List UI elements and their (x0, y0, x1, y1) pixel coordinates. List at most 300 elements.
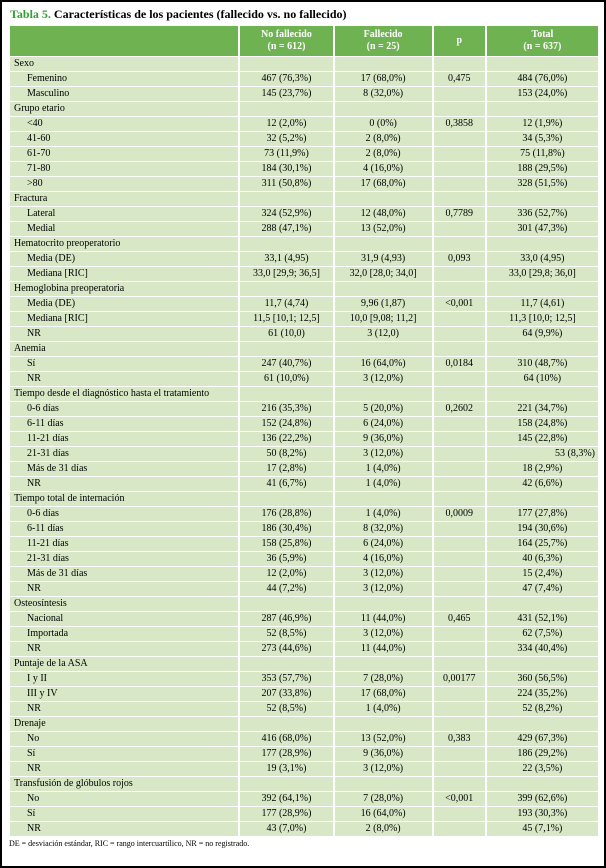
cell-no-fallecido: 273 (44,6%) (240, 642, 332, 656)
cell-no-fallecido: 12 (2,0%) (240, 117, 332, 131)
table-row (10, 357, 598, 371)
cell-no-fallecido: 177 (28,9%) (240, 747, 332, 761)
row-label: 21-31 días (10, 447, 238, 461)
row-label: 21-31 días (10, 552, 238, 566)
row-label: 11-21 días (10, 537, 238, 551)
row-label: 61-70 (10, 147, 238, 161)
cell-fallecido: 17 (68,0%) (335, 72, 432, 86)
cell-fallecido: 17 (68,0%) (335, 687, 432, 701)
cell-fallecido: 3 (12,0%) (335, 582, 432, 596)
section-row (10, 717, 598, 731)
cell-total: 53 (8,3%) (487, 447, 598, 461)
cell-total: 75 (11,8%) (487, 147, 598, 161)
cell-total: 34 (5,3%) (487, 132, 598, 146)
cell-fallecido: 2 (8,0%) (335, 822, 432, 836)
cell-fallecido (335, 57, 432, 71)
cell-no-fallecido: 73 (11,9%) (240, 147, 332, 161)
table-row (10, 117, 598, 131)
table-row (10, 372, 598, 386)
cell-fallecido: 10,0 [9,08; 11,2] (335, 312, 432, 326)
cell-fallecido: 3 (12,0%) (335, 762, 432, 776)
cell-p (434, 342, 485, 356)
cell-total: 40 (6,3%) (487, 552, 598, 566)
table-row (10, 537, 598, 551)
cell-total: 42 (6,6%) (487, 477, 598, 491)
cell-total: 64 (10%) (487, 372, 598, 386)
cell-p (434, 462, 485, 476)
cell-no-fallecido: 19 (3,1%) (240, 762, 332, 776)
table-row (10, 87, 598, 101)
row-label: >80 (10, 177, 238, 191)
cell-p (434, 192, 485, 206)
cell-no-fallecido: 158 (25,8%) (240, 537, 332, 551)
cell-p (434, 717, 485, 731)
cell-total: 47 (7,4%) (487, 582, 598, 596)
cell-total: 431 (52,1%) (487, 612, 598, 626)
cell-p (434, 267, 485, 281)
cell-no-fallecido: 52 (8,5%) (240, 702, 332, 716)
section-row (10, 777, 598, 791)
cell-no-fallecido: 33,1 (4,95) (240, 252, 332, 266)
row-label: NR (10, 702, 238, 716)
table-row (10, 477, 598, 491)
row-label: 0-6 días (10, 507, 238, 521)
cell-fallecido: 6 (24,0%) (335, 417, 432, 431)
cell-no-fallecido (240, 57, 332, 71)
cell-p (434, 822, 485, 836)
cell-total: 22 (3,5%) (487, 762, 598, 776)
cell-fallecido: 17 (68,0%) (335, 177, 432, 191)
cell-fallecido: 3 (12,0%) (335, 627, 432, 641)
cell-fallecido: 13 (52,0%) (335, 732, 432, 746)
cell-fallecido (335, 192, 432, 206)
cell-fallecido: 9 (36,0%) (335, 747, 432, 761)
cell-p (434, 522, 485, 536)
cell-total (487, 57, 598, 71)
cell-p (434, 477, 485, 491)
cell-no-fallecido: 176 (28,8%) (240, 507, 332, 521)
section-label: Anemia (10, 342, 238, 356)
row-label: NR (10, 822, 238, 836)
cell-p (434, 552, 485, 566)
cell-no-fallecido (240, 237, 332, 251)
row-label: 71-80 (10, 162, 238, 176)
cell-fallecido: 1 (4,0%) (335, 702, 432, 716)
cell-no-fallecido: 216 (35,3%) (240, 402, 332, 416)
cell-total: 193 (30,3%) (487, 807, 598, 821)
cell-no-fallecido (240, 597, 332, 611)
table-row (10, 297, 598, 311)
table-row (10, 762, 598, 776)
table-row (10, 432, 598, 446)
cell-fallecido: 31,9 (4,93) (335, 252, 432, 266)
cell-total: 328 (51,5%) (487, 177, 598, 191)
cell-fallecido: 1 (4,0%) (335, 477, 432, 491)
row-label: Más de 31 días (10, 462, 238, 476)
table-row (10, 552, 598, 566)
cell-total: 360 (56,5%) (487, 672, 598, 686)
header-label-col (10, 26, 238, 56)
table-row (10, 162, 598, 176)
cell-fallecido (335, 387, 432, 401)
cell-no-fallecido: 287 (46,9%) (240, 612, 332, 626)
cell-p (434, 147, 485, 161)
cell-p (434, 237, 485, 251)
cell-p (434, 687, 485, 701)
cell-total: 64 (9,9%) (487, 327, 598, 341)
cell-p (434, 372, 485, 386)
section-row (10, 237, 598, 251)
cell-fallecido: 2 (8,0%) (335, 132, 432, 146)
table-row (10, 447, 598, 461)
cell-p (434, 282, 485, 296)
cell-total: 224 (35,2%) (487, 687, 598, 701)
cell-no-fallecido: 61 (10,0%) (240, 372, 332, 386)
section-row (10, 57, 598, 71)
table-row (10, 582, 598, 596)
cell-p (434, 762, 485, 776)
cell-fallecido: 3 (12,0%) (335, 447, 432, 461)
table-row (10, 327, 598, 341)
section-label: Hemoglobina preoperatoria (10, 282, 238, 296)
cell-p: 0,00177 (434, 672, 485, 686)
cell-total (487, 717, 598, 731)
cell-fallecido: 6 (24,0%) (335, 537, 432, 551)
cell-p (434, 657, 485, 671)
section-row (10, 387, 598, 401)
cell-p: 0,465 (434, 612, 485, 626)
table-header (10, 26, 598, 56)
section-row (10, 597, 598, 611)
cell-total: 301 (47,3%) (487, 222, 598, 236)
cell-fallecido: 7 (28,0%) (335, 792, 432, 806)
row-label: NR (10, 477, 238, 491)
section-label: Osteosíntesis (10, 597, 238, 611)
cell-total (487, 192, 598, 206)
table-row (10, 687, 598, 701)
cell-fallecido: 5 (20,0%) (335, 402, 432, 416)
cell-no-fallecido: 392 (64,1%) (240, 792, 332, 806)
table-row (10, 222, 598, 236)
cell-fallecido (335, 282, 432, 296)
cell-p (434, 702, 485, 716)
table-row (10, 207, 598, 221)
row-label: Femenino (10, 72, 238, 86)
cell-fallecido (335, 597, 432, 611)
cell-no-fallecido: 50 (8,2%) (240, 447, 332, 461)
header-row (10, 26, 598, 56)
cell-p (434, 597, 485, 611)
cell-no-fallecido: 145 (23,7%) (240, 87, 332, 101)
section-row (10, 492, 598, 506)
cell-no-fallecido: 136 (22,2%) (240, 432, 332, 446)
cell-no-fallecido: 324 (52,9%) (240, 207, 332, 221)
section-row (10, 282, 598, 296)
row-label: Sí (10, 807, 238, 821)
cell-no-fallecido (240, 777, 332, 791)
cell-fallecido: 11 (44,0%) (335, 642, 432, 656)
row-label: Masculino (10, 87, 238, 101)
header-col-3: Total (n = 637) (487, 26, 598, 56)
section-label: Sexo (10, 57, 238, 71)
table-row (10, 792, 598, 806)
cell-p: 0,0009 (434, 507, 485, 521)
cell-p: 0,383 (434, 732, 485, 746)
cell-fallecido: 1 (4,0%) (335, 462, 432, 476)
cell-no-fallecido: 311 (50,8%) (240, 177, 332, 191)
table-row (10, 747, 598, 761)
cell-total: 11,3 [10,0; 12,5] (487, 312, 598, 326)
cell-no-fallecido: 186 (30,4%) (240, 522, 332, 536)
row-label: No (10, 792, 238, 806)
table-title (10, 7, 596, 22)
cell-fallecido (335, 102, 432, 116)
cell-total: 336 (52,7%) (487, 207, 598, 221)
row-label: NR (10, 642, 238, 656)
section-label: Drenaje (10, 717, 238, 731)
row-label: 6-11 días (10, 417, 238, 431)
table-row (10, 642, 598, 656)
section-label: Fractura (10, 192, 238, 206)
cell-p (434, 492, 485, 506)
row-label: Más de 31 días (10, 567, 238, 581)
section-label: Transfusión de glóbulos rojos (10, 777, 238, 791)
cell-p (434, 807, 485, 821)
cell-total (487, 102, 598, 116)
row-label: NR (10, 582, 238, 596)
cell-total: 153 (24,0%) (487, 87, 598, 101)
row-label: Lateral (10, 207, 238, 221)
cell-p (434, 747, 485, 761)
cell-no-fallecido: 207 (33,8%) (240, 687, 332, 701)
section-label: Puntaje de la ASA (10, 657, 238, 671)
table-row (10, 312, 598, 326)
section-row (10, 192, 598, 206)
cell-p: 0,7789 (434, 207, 485, 221)
cell-total: 177 (27,8%) (487, 507, 598, 521)
cell-total: 194 (30,6%) (487, 522, 598, 536)
cell-total: 221 (34,7%) (487, 402, 598, 416)
cell-total: 12 (1,9%) (487, 117, 598, 131)
table-row (10, 807, 598, 821)
cell-fallecido: 8 (32,0%) (335, 522, 432, 536)
cell-total (487, 282, 598, 296)
cell-total: 186 (29,2%) (487, 747, 598, 761)
table-row (10, 462, 598, 476)
row-label: <40 (10, 117, 238, 131)
cell-total (487, 777, 598, 791)
cell-total (487, 387, 598, 401)
section-row (10, 342, 598, 356)
table-row (10, 267, 598, 281)
row-label: No (10, 732, 238, 746)
table-row (10, 612, 598, 626)
cell-no-fallecido (240, 342, 332, 356)
cell-fallecido: 11 (44,0%) (335, 612, 432, 626)
cell-no-fallecido: 43 (7,0%) (240, 822, 332, 836)
cell-total (487, 492, 598, 506)
cell-p (434, 222, 485, 236)
table-body (10, 57, 598, 836)
cell-p (434, 627, 485, 641)
cell-total: 399 (62,6%) (487, 792, 598, 806)
cell-fallecido: 13 (52,0%) (335, 222, 432, 236)
cell-total: 164 (25,7%) (487, 537, 598, 551)
cell-p (434, 87, 485, 101)
row-label: Media (DE) (10, 252, 238, 266)
cell-fallecido: 2 (8,0%) (335, 147, 432, 161)
row-label: Sí (10, 357, 238, 371)
section-label: Hematocrito preoperatorio (10, 237, 238, 251)
cell-p (434, 567, 485, 581)
cell-total (487, 237, 598, 251)
cell-fallecido: 3 (12,0) (335, 327, 432, 341)
row-label: Mediana [RIC] (10, 312, 238, 326)
cell-no-fallecido (240, 492, 332, 506)
cell-p: 0,0184 (434, 357, 485, 371)
cell-total (487, 597, 598, 611)
cell-total: 334 (40,4%) (487, 642, 598, 656)
cell-p (434, 417, 485, 431)
cell-total: 158 (24,8%) (487, 417, 598, 431)
cell-p (434, 162, 485, 176)
row-label: 11-21 días (10, 432, 238, 446)
cell-no-fallecido: 32 (5,2%) (240, 132, 332, 146)
row-label: Sí (10, 747, 238, 761)
row-label: NR (10, 327, 238, 341)
cell-no-fallecido: 177 (28,9%) (240, 807, 332, 821)
cell-p (434, 132, 485, 146)
cell-fallecido: 3 (12,0%) (335, 567, 432, 581)
section-label: Tiempo desde el diagnóstico hasta el tratamiento (10, 387, 238, 401)
section-label: Tiempo total de internación (10, 492, 238, 506)
row-label: NR (10, 762, 238, 776)
cell-p (434, 582, 485, 596)
cell-no-fallecido: 288 (47,1%) (240, 222, 332, 236)
cell-fallecido: 32,0 [28,0; 34,0] (335, 267, 432, 281)
table-row (10, 72, 598, 86)
cell-p: 0,475 (434, 72, 485, 86)
table-footnote: DE = desviación estándar, RIC = rango intercuartílico, NR = no registrado. (9, 839, 250, 848)
cell-fallecido (335, 777, 432, 791)
table-row (10, 252, 598, 266)
cell-p (434, 102, 485, 116)
cell-no-fallecido (240, 387, 332, 401)
table-number-label: Tabla 5. (10, 7, 51, 21)
cell-no-fallecido (240, 282, 332, 296)
table-row (10, 732, 598, 746)
cell-no-fallecido: 184 (30,1%) (240, 162, 332, 176)
cell-fallecido (335, 492, 432, 506)
table-row (10, 522, 598, 536)
cell-no-fallecido: 17 (2,8%) (240, 462, 332, 476)
cell-p: <0,001 (434, 297, 485, 311)
cell-total: 484 (76,0%) (487, 72, 598, 86)
cell-total: 18 (2,9%) (487, 462, 598, 476)
table-row (10, 132, 598, 146)
header-col-1: Fallecido (n = 25) (335, 26, 432, 56)
cell-fallecido: 8 (32,0%) (335, 87, 432, 101)
cell-total: 188 (29,5%) (487, 162, 598, 176)
cell-no-fallecido: 467 (76,3%) (240, 72, 332, 86)
cell-no-fallecido: 33,0 [29,9; 36,5] (240, 267, 332, 281)
table-row (10, 147, 598, 161)
header-col-2: p (434, 26, 485, 56)
cell-no-fallecido: 152 (24,8%) (240, 417, 332, 431)
table-row (10, 177, 598, 191)
table-row (10, 627, 598, 641)
cell-p (434, 312, 485, 326)
cell-no-fallecido: 12 (2,0%) (240, 567, 332, 581)
cell-p (434, 432, 485, 446)
cell-fallecido: 7 (28,0%) (335, 672, 432, 686)
cell-no-fallecido: 44 (7,2%) (240, 582, 332, 596)
cell-no-fallecido (240, 192, 332, 206)
cell-p: 0,2602 (434, 402, 485, 416)
cell-no-fallecido: 41 (6,7%) (240, 477, 332, 491)
section-label: Grupo etario (10, 102, 238, 116)
cell-total: 52 (8,2%) (487, 702, 598, 716)
cell-no-fallecido (240, 717, 332, 731)
table-row (10, 567, 598, 581)
cell-total: 62 (7,5%) (487, 627, 598, 641)
row-label: 41-60 (10, 132, 238, 146)
table-title-text: Características de los pacientes (fallecido vs. no fallecido) (53, 7, 347, 21)
cell-total: 429 (67,3%) (487, 732, 598, 746)
cell-fallecido: 9,96 (1,87) (335, 297, 432, 311)
cell-no-fallecido: 247 (40,7%) (240, 357, 332, 371)
row-label: III y IV (10, 687, 238, 701)
row-label: Importada (10, 627, 238, 641)
table-row (10, 672, 598, 686)
cell-no-fallecido: 416 (68,0%) (240, 732, 332, 746)
cell-fallecido (335, 657, 432, 671)
row-label: 0-6 días (10, 402, 238, 416)
cell-no-fallecido: 52 (8,5%) (240, 627, 332, 641)
cell-fallecido (335, 717, 432, 731)
cell-fallecido: 9 (36,0%) (335, 432, 432, 446)
cell-no-fallecido: 11,5 [10,1; 12,5] (240, 312, 332, 326)
cell-no-fallecido: 11,7 (4,74) (240, 297, 332, 311)
cell-p (434, 177, 485, 191)
cell-total: 33,0 [29,8; 36,0] (487, 267, 598, 281)
row-label: 6-11 días (10, 522, 238, 536)
cell-p (434, 327, 485, 341)
cell-p: <0,001 (434, 792, 485, 806)
cell-no-fallecido: 36 (5,9%) (240, 552, 332, 566)
cell-fallecido: 12 (48,0%) (335, 207, 432, 221)
cell-fallecido: 4 (16,0%) (335, 162, 432, 176)
cell-total: 145 (22,8%) (487, 432, 598, 446)
cell-fallecido: 1 (4,0%) (335, 507, 432, 521)
table-row (10, 417, 598, 431)
cell-no-fallecido (240, 102, 332, 116)
cell-fallecido: 3 (12,0%) (335, 372, 432, 386)
table-row (10, 702, 598, 716)
cell-total (487, 657, 598, 671)
cell-p (434, 57, 485, 71)
cell-fallecido: 16 (64,0%) (335, 807, 432, 821)
section-row (10, 102, 598, 116)
cell-p (434, 447, 485, 461)
cell-p (434, 777, 485, 791)
cell-p (434, 387, 485, 401)
cell-fallecido: 4 (16,0%) (335, 552, 432, 566)
row-label: Medial (10, 222, 238, 236)
cell-total (487, 342, 598, 356)
cell-total: 45 (7,1%) (487, 822, 598, 836)
cell-p (434, 537, 485, 551)
